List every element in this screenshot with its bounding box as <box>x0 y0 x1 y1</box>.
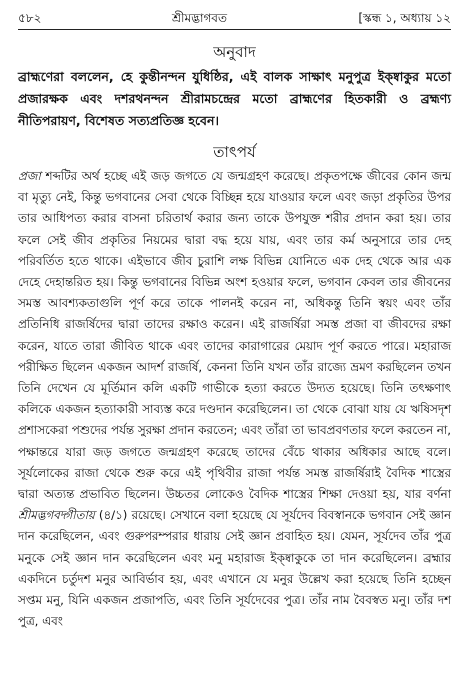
purport-heading: তাৎপর্য <box>213 143 256 161</box>
book-title: শ্রীমদ্ভাগবত <box>171 11 227 25</box>
translation-text: ব্রাহ্মণেরা বললেন, হে কুন্তীনন্দন যুধিষ্ঠির, এই বালক সাক্ষাৎ মনুপুত্র ইক্ষ্বাকুর মতো প্রজারক্ষক এবং দশরথনন্দন শ্রীরামচন্দ্রের মতো ব্রাহ্মণের হিতকারী ও ব্রহ্মণ্য নীতিপরায়ণ, বিশেষত সত্যপ্রতিজ্ঞ হবেন। <box>18 69 451 128</box>
purport-part-1: শব্দটির অর্থ হচ্ছে এই জড় জগতে যে জন্মগ্রহণ করেছে। প্রকৃতপক্ষে জীবের কোন জন্ম বা মৃত্যু নেই, কিন্তু ভগবানের সেবা থেকে বিচ্ছিন্ন হয়ে যাওয়ার ফলে এবং জড়া প্রকৃতির উপর তার আধিপত্য করার বাসনা চরিতার্থ করার জন্য তাকে উপযুক্ত শরীর প্রদান করা হয়। তার ফলে সেই জীব প্রকৃতির নিয়মের দ্বারা বদ্ধ হয়ে যায়, এবং তার কর্ম অনুসারে তার দেহ পরিবর্তিত হতে থাকে। এইভাবে জীব চুরাশি লক্ষ বিভিন্ন যোনিতে এক দেহ থেকে আর এক দেহে দেহান্তরিত হয়। কিন্তু ভগবানের বিভিন্ন অংশ হওয়ার ফলে, ভগবান কেবল তার জীবনের সমস্ত আবশ্যকতাগুলি পূর্ণ করে তাকে পালনই করেন না, অধিকন্তু তিনি স্বয়ং এবং তাঁর প্রতিনিধি রাজর্ষিদের দ্বারা তাদের রক্ষাও করেন। এই রাজর্ষিরা সমস্ত প্রজা বা জীবদের রক্ষা করেন, যাতে তারা জীবিত থাকে এবং তাদের কারাগারের মেয়াদ পূর্ণ করতে পারে। মহারাজ পরীক্ষিত ছিলেন একজন আদর্শ রাজর্ষি, কেননা তিনি যখন তাঁর রাজ্যে ভ্রমণ করছিলেন তখন তিনি দেখেন যে মূর্তিমান কলি একটি গাভীকে হত্যা করতে উদ্যত হয়েছে। তিনি তৎক্ষণাৎ কলিকে একজন হত্যাকারী সাব্যস্ত করে দণ্ডদান করেছিলেন। তা থেকে বোঝা যায় যে ঋষিসদৃশ প্রশাসকেরা পশুদের পর্যন্ত সুরক্ষা প্রদান করতেন; এবং তাঁরা তা ভাবপ্রবণতার ফলে করতেন না, পক্ষান্তরে যারা জড় জগতে জন্মগ্রহণ করেছে তাদের বেঁচে থাকার অধিকার আছে বলে। সূর্যলোকের রাজা থেকে শুরু করে এই পৃথিবীর রাজা পর্যন্ত সমস্ত রাজর্ষিরাই বৈদিক শাস্ত্রের দ্বারা অত্যন্ত প্রভাবিত ছিলেন। উচ্চতর লোকেও বৈদিক শাস্ত্রের শিক্ষা দেওয়া হয়, যার বর্ণনা <box>18 169 451 502</box>
page-header <box>18 10 451 26</box>
chapter-reference: [স্কন্ধ ১, অধ্যায় ১২ <box>358 11 451 25</box>
purport-lead-word: প্রজা <box>18 169 41 183</box>
page-number: ৫৮২ <box>18 11 42 25</box>
purport-part-2: (৪/১) রয়েছে। সেখানে বলা হয়েছে যে সূর্যদেব বিবস্বানকে ভগবান সেই জ্ঞান দান করেছিলেন, এবং গুরুপরম্পরার ধারায় সেই জ্ঞান প্রবাহিত হয়। যেমন, সূর্যদেব তাঁর পুত্র মনুকে সেই জ্ঞান দান করেছিলেন এবং মনু মহারাজ ইক্ষ্বাকুকে তা দান করেছিলেন। ব্রহ্মার একদিনে চর্তুদশ মনুর আবির্ভাব হয়, এবং এখানে যে মনুর উল্লেখ করা হয়েছে তিনি হচ্ছেন সপ্তম মনু, যিনি একজন প্রজাপতি, এবং তিনি সূর্যদেবের পুত্র। তাঁর নাম বৈবস্বত মনু। তাঁর দশ পুত্র, এবং <box>18 508 451 629</box>
purport-text <box>18 166 451 632</box>
purport-citation: শ্রীমদ্ভগবদ্গীতায় <box>18 508 95 523</box>
header-rule <box>18 29 451 30</box>
translation-heading: অনুবাদ <box>213 43 256 61</box>
